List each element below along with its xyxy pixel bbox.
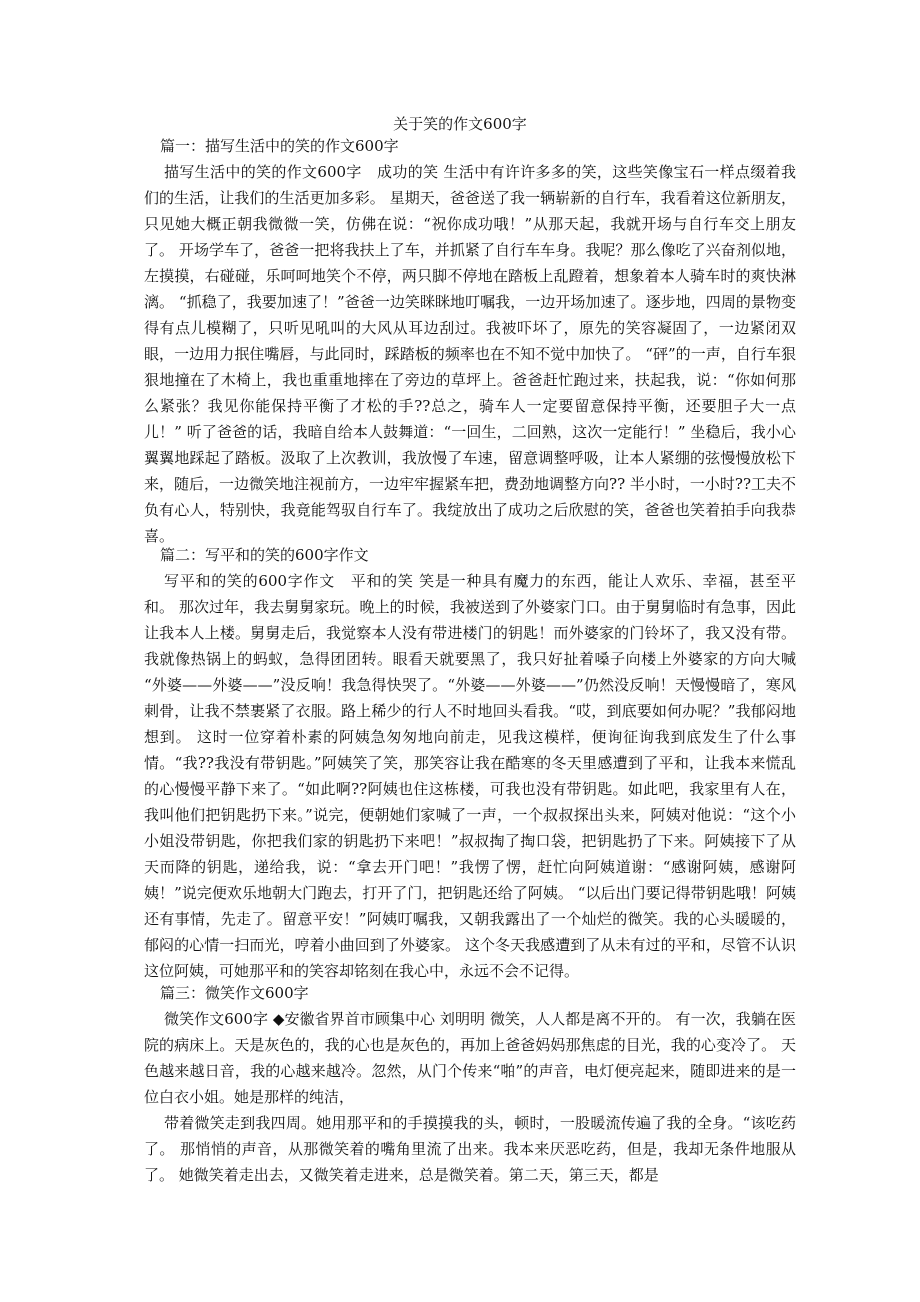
section-paragraph: 描写生活中的笑的作文600字 成功的笑 生活中有许许多多的笑，这些笑像宝石一样点缀着我们的生活，让我们的生活更加多彩。 星期天，爸爸送了我一辆崭新的自行车，我看着这位新朋友，只见她大概正朝我微微一笑，仿佛在说：“祝你成功哦！”从那天起，我就开场与自行车交上朋友了。 开场学车了，爸爸一把将我扶上了车，并抓紧了自行车车身。我呢？那么像吃了兴奋剂似地，左摸摸，右碰碰，乐呵呵地笑个不停，两只脚不停地在踏板上乱蹬着，想象着本人骑车时的爽快淋漓。 “抓稳了，我要加速了！”爸爸一边笑眯眯地叮嘱我，一边开场加速了。逐步地，四周的景物变得有点儿模糊了，只听见吼叫的大风从耳边刮过。我被吓坏了，原先的笑容凝固了，一边紧闭双眼，一边用力抿住嘴唇，与此同时，踩踏板的频率也在不知不觉中加快了。 “砰”的一声，自行车狠狠地撞在了木椅上，我也重重地摔在了旁边的草坪上。爸爸赶忙跑过来，扶起我，说：“你如何那么紧张？我见你能保持平衡了才松的手??总之，骑车人一定要留意保持平衡，还要胆子大一点儿！” 听了爸爸的话，我暗自给本人鼓舞道：“一回生，二回熟，这次一定能行！” 坐稳后，我小心翼翼地踩起了踏板。汲取了上次教训，我放慢了车速，留意调整呼吸，让本人紧绷的弦慢慢放松下来，随后，一边微笑地注视前方，一边牢牢握紧车把，费劲地调整方向?? 半小时，一小时??工夫不负有心人，特别快，我竟能驾驭自行车了。我绽放出了成功之后欣慰的笑，爸爸也笑着拍手向我恭喜。 xyxy=(144,163,796,545)
section-1 xyxy=(144,133,796,549)
section-paragraph: 写平和的笑的600字作文 平和的笑 笑是一种具有魔力的东西，能让人欢乐、幸福，甚至平和。 那次过年，我去舅舅家玩。晚上的时候，我被送到了外婆家门口。由于舅舅临时有急事，因此让我本人上楼。舅舅走后，我觉察本人没有带进楼门的钥匙！而外婆家的门铃坏了，我又没有带。我就像热锅上的蚂蚁，急得团团转。眼看天就要黑了，我只好扯着嗓子向楼上外婆家的方向大喊 “外婆——外婆——”没反响！我急得快哭了。“外婆——外婆——”仍然没反响！天慢慢暗了，寒风刺骨，让我不禁裹紧了衣服。路上稀少的行人不时地回头看我。“哎，到底要如何办呢？”我郁闷地想到。 这时一位穿着朴素的阿姨急匆匆地向前走，见我这模样，便询征询我到底发生了什么事情。“我??我没有带钥匙。”阿姨笑了笑，那笑容让我在酷寒的冬天里感遭到了平和，让我本来慌乱的心慢慢平静下来了。“如此啊??阿姨也住这栋楼，可我也没有带钥匙。如此吧，我家里有人在，我叫他们把钥匙扔下来。”说完，便朝她们家喊了一声，一个叔叔探出头来，阿姨对他说：“这个小小姐没带钥匙，你把我们家的钥匙扔下来吧！”叔叔掏了掏口袋，把钥匙扔了下来。阿姨接下了从天而降的钥匙，递给我，说：“拿去开门吧！”我愣了愣，赶忙向阿姨道谢：“感谢阿姨，感谢阿姨！”说完便欢乐地朝大门跑去，打开了门，把钥匙还给了阿姨。 “以后出门要记得带钥匙哦！阿姨还有事情，先走了。留意平安！”阿姨叮嘱我，又朝我露出了一个灿烂的微笑。我的心头暖暖的，郁闷的心情一扫而光，哼着小曲回到了外婆家。 这个冬天我感遭到了从未有过的平和，尽管不认识这位阿姨，可她那平和的笑容却铭刻在我心中，永远不会不记得。 xyxy=(144,572,796,980)
section-paragraph: 微笑作文600字 ◆安徽省界首市顾集中心 刘明明 微笑，人人都是离不开的。 有一次，我躺在医院的病床上。天是灰色的，我的心也是灰色的，再加上爸爸妈妈那焦虑的目光，我的心变冷了。 天色越来越日音，我的心越来越冷。忽然，从门个传来“啪”的声音，电灯便亮起来，随即进来的是一位白衣小姐。她是那样的纯洁， xyxy=(144,1010,796,1106)
section-paragraph: 带着微笑走到我四周。她用那平和的手摸摸我的头，顿时，一股暖流传遍了我的全身。“该吃药了。 那悄悄的声音，从那微笑着的嘴角里流了出来。我本来厌恶吃药，但是，我却无条件地服从了。 她微笑着走出去，又微笑着走进来，总是微笑着。第二天，第三天，都是 xyxy=(144,1114,796,1184)
section-heading: 篇三：微笑作文600字 xyxy=(160,984,309,1002)
document-title: 关于笑的作文600字 xyxy=(393,115,527,133)
section-heading: 篇一：描写生活中的笑的作文600字 xyxy=(160,137,399,155)
section-3 xyxy=(144,980,796,1188)
section-2 xyxy=(144,542,796,984)
section-heading: 篇二：写平和的笑的600字作文 xyxy=(160,546,369,564)
